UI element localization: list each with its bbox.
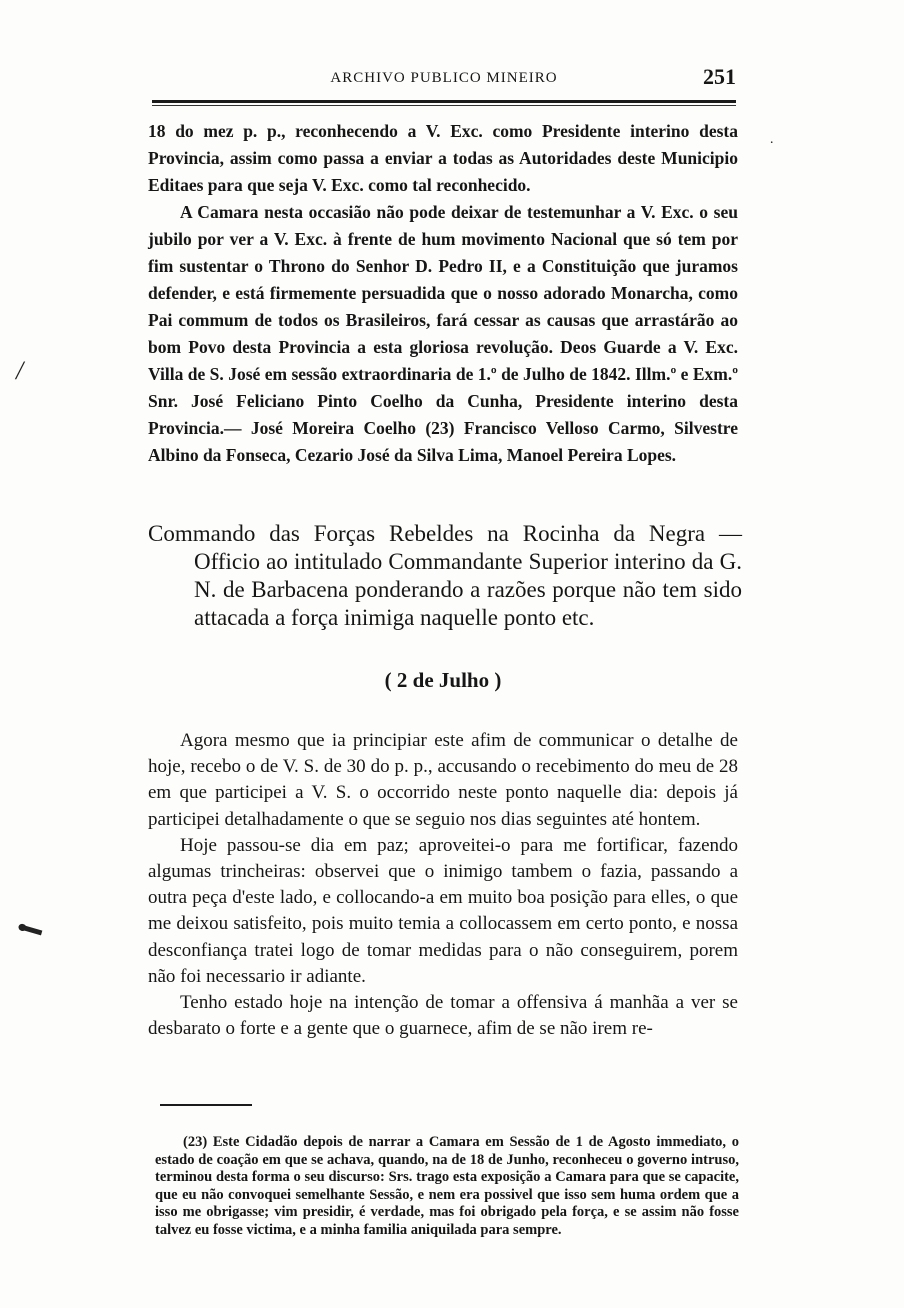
footnote-text: (23) Este Cidadão depois de narrar a Camara em Sessão de 1 de Agosto immediato, o estado de coação em que se achava, quando, na de 18 de Junho, reconheceu o governo intruso, terminou desta forma o seu discurso: Srs. trago esta exposição a Camara para que se capacite, que eu não convoquei semelhante Sessão, e nem era possivel que isso sem huma ordem que a isso me obrigasse; vim presidir, é verdade, mas foi obrigado pela força, e se assim não fosse talvez eu fosse victima, e a minha familia aniquilada para sempre. bbox=[155, 1134, 739, 1238]
paragraph: Agora mesmo que ia principiar este afim de communicar o detalhe de hoje, recebo o de V. S. de 30 do p. p., accusando o recebimento do meu de 28 em que participei a V. S. o occorrido neste ponto naquelle dia: depois já participei detalhadamente o que se seguio nos dias seguintes até hontem. bbox=[148, 730, 738, 830]
margin-ink-mark bbox=[24, 926, 43, 936]
paragraph: 18 do mez p. p., reconhecendo a V. Exc. como Presidente interino desta Provincia, assim como passa a enviar a todas as Autoridades deste Municipio Editaes para que seja V. Exc. como tal reconhecido. bbox=[148, 121, 738, 195]
running-title: ARCHIVO PUBLICO MINEIRO bbox=[330, 70, 558, 86]
section-heading bbox=[148, 520, 742, 632]
paragraph: Tenho estado hoje na intenção de tomar a offensiva á manhãa a ver se desbarato o forte e a gente que o guarnece, afim de se não irem re- bbox=[148, 992, 738, 1040]
page-header bbox=[152, 64, 736, 94]
section-date: ( 2 de Julho ) bbox=[384, 668, 502, 692]
margin-dash-mark: · bbox=[769, 136, 774, 151]
footnote bbox=[155, 1134, 739, 1239]
margin-pencil-mark: / bbox=[16, 356, 24, 385]
section-heading-text: Commando das Forças Rebeldes na Rocinha da Negra — Officio ao intitulado Commandante Superior interino da G. N. de Barbacena ponderando a razões porque não tem sido attacada a força inimiga naquelle ponto etc. bbox=[148, 521, 742, 630]
paragraph: Hoje passou-se dia em paz; aproveitei-o para me fortificar, fazendo algumas trincheiras: observei que o inimigo tambem o fazia, passando a outra peça d'este lado, e collocando-a em muito boa posição para elles, o que me deixou satisfeito, pois muito temia a collocassem em certo ponto, e nossa desconfiança tratei logo de tomar medidas para o não conseguirem, porem não foi necessario ir adiante. bbox=[148, 834, 738, 987]
header-rule bbox=[152, 100, 736, 103]
officio-body bbox=[148, 728, 738, 1042]
letter-conclusion bbox=[148, 118, 738, 469]
page-number: 251 bbox=[703, 64, 736, 89]
footnote-rule bbox=[160, 1104, 252, 1106]
paragraph: A Camara nesta occasião não pode deixar de testemunhar a V. Exc. o seu jubilo por ver a V. Exc. à frente de hum movimento Nacional que só tem por fim sustentar o Throno do Senhor D. Pedro II, e a Constituição que juramos defender, e está firmemente persuadida que o nosso adorado Monarcha, como Pai commum de todos os Brasileiros, fará cessar as causas que arrastárão ao bom Povo desta Provincia a esta gloriosa revolução. Deos Guarde a V. Exc. Villa de S. José em sessão extraordinaria de 1.º de Julho de 1842. Illm.º e Exm.º Snr. José Feliciano Pinto Coelho da Cunha, Presidente interino desta Provincia.— José Moreira Coelho (23) Francisco Velloso Carmo, Silvestre Albino da Fonseca, Cezario José da Silva Lima, Manoel Pereira Lopes. bbox=[148, 202, 738, 465]
